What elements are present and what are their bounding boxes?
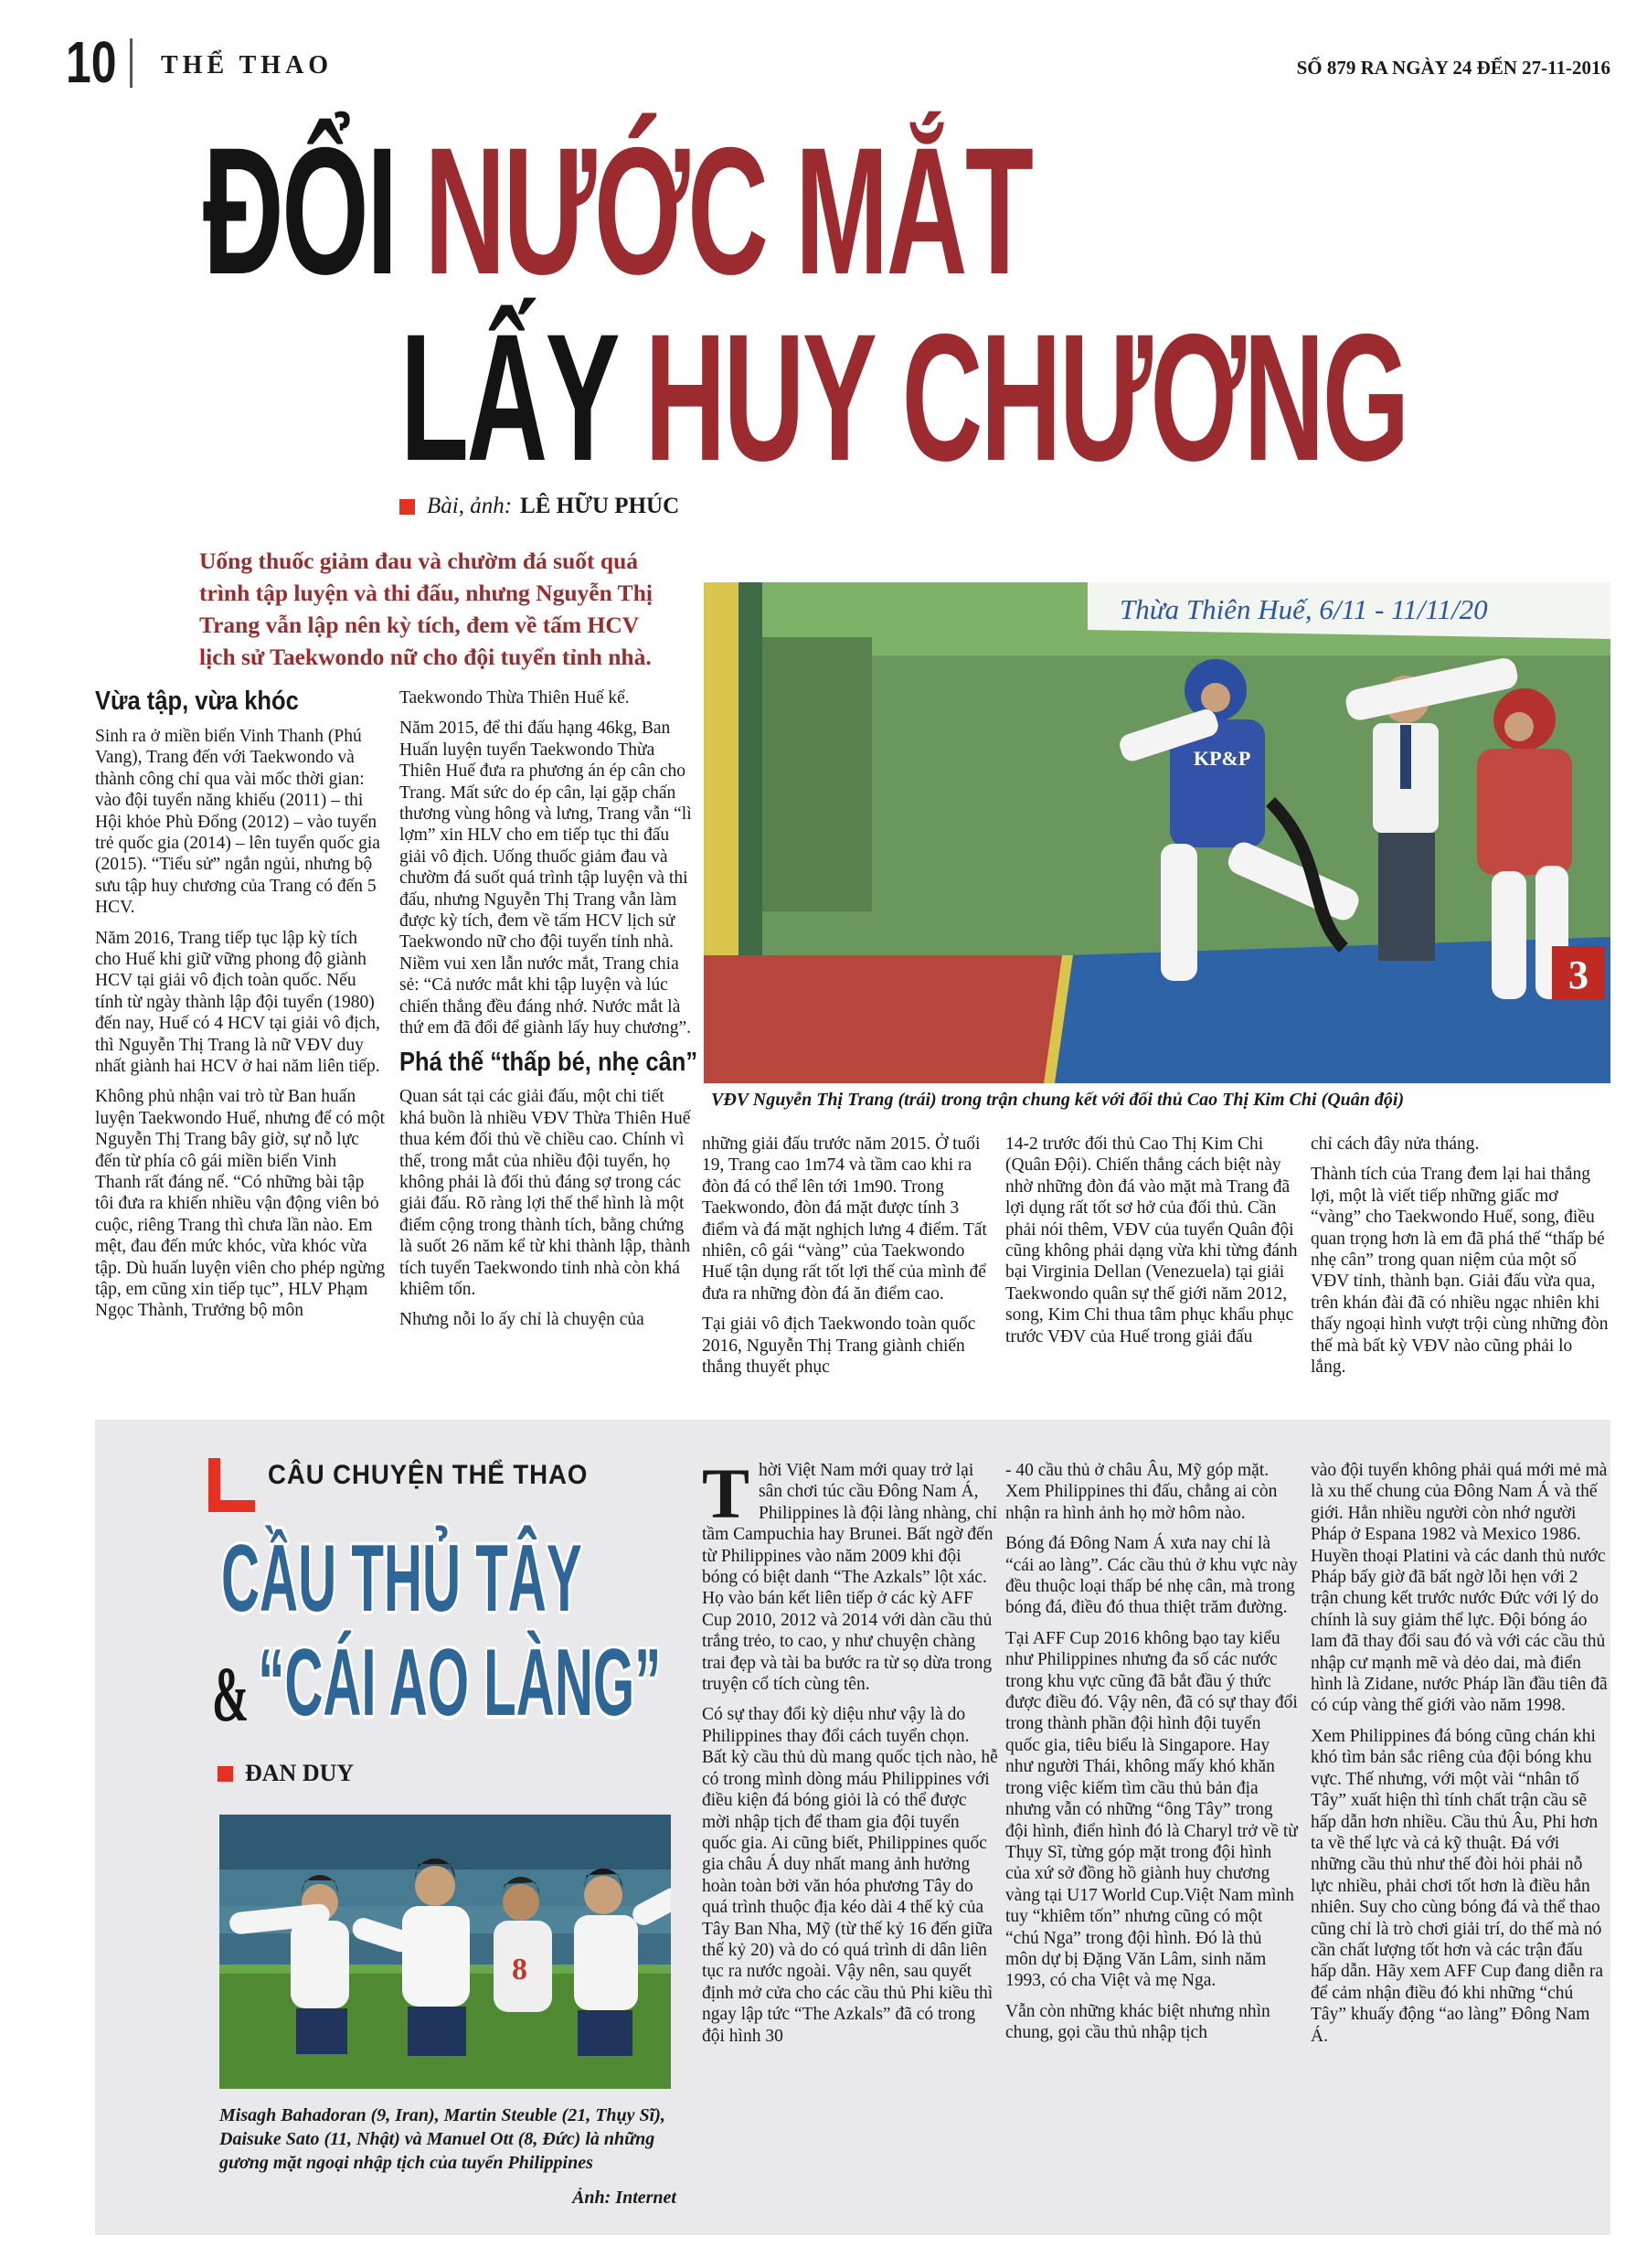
headline-line2-red: HUY CHƯƠNG	[644, 296, 1408, 498]
column-3	[702, 1134, 996, 1387]
paragraph: Có sự thay đổi kỳ diệu như vậy là do Philippines thay đổi cách tuyển chọn. Bất kỳ cầu thủ dù mang quốc tịch nào, hễ có trong mình dòng máu Philippines với điều kiện đá bóng giỏi là có thể được mời nhập tịch để tham gia đội tuyển quốc gia. Ai cũng biết, Philippines quốc gia châu Á duy nhất mang ảnh hưởng hoàn toàn bởi văn hóa phương Tây do quá trình thuộc địa kéo dài 4 thế kỷ của Tây Ban Nha, Mỹ (từ thế kỷ 16 đến giữa thế kỷ 20) và do có quá trình di dân liên tục ra nước ngoài. Vậy nên, sau quyết định mở cửa cho các cầu thủ Phi kiều thì ngay lập tức “The Azkals” đã có trong đội hình 30	[702, 1705, 998, 2046]
mat-number: 3	[1568, 953, 1589, 997]
photo-credit: Ảnh: Internet	[572, 2188, 676, 2208]
headline-line1-black: ĐỔI	[203, 110, 396, 312]
chest-protector-label: KP&P	[1194, 747, 1251, 770]
paragraph: 14-2 trước đối thủ Cao Thị Kim Chi (Quân Đội). Chiến thắng cách biệt này nhờ những đòn đá vào mặt mà Trang đã lợi dụng rất tốt sơ hở của đối thủ. Cần phải nói thêm, VĐV của tuyển Quân đội cũng không phải dạng vừa khi từng đánh bại Virginia Dellan (Venezuela) tại giải Taekwondo quân sự thế giới năm 2012, song, Kim Chi thua tâm phục khẩu phục trước VĐV của Huế trong giải đấu	[1005, 1134, 1298, 1347]
headline-line2-black: LẤY	[400, 296, 616, 498]
taekwondo-photo-illustration	[704, 582, 1610, 1083]
paragraph: - 40 cầu thủ ở châu Âu, Mỹ góp mặt. Xem Philippines thi đấu, chẳng ai còn nhận ra hình ảnh họ mờ hôm nào.	[1005, 1461, 1278, 1523]
story2-column-1	[702, 1453, 998, 2056]
subhead-2: Phá thế “thấp bé, nhẹ cân”	[399, 1047, 698, 1077]
headline-line1	[203, 110, 1032, 312]
jersey-number: 8	[512, 1953, 527, 1986]
ampersand: &	[212, 1650, 250, 1738]
football-photo	[219, 1815, 671, 2089]
paragraph: Tại AFF Cup 2016 không bạo tay kiểu như Philippines nhưng đa số các nước trong khu vực cũng đã bắt đầu ý thức được điều đó. Vậy nên, đã có sự thay đổi trong thành phần đội hình đội tuyển quốc gia, tiêu biểu là Singapore. Hay như người Thái, không mấy khó khăn trong việc kiếm tìm cầu thủ bản địa nhưng vẫn có những “ông Tây” trong đội hình, điển hình đó là Charyl trở về từ Thụy Sĩ, từng góp mặt trong đội hình của xứ sở đồng hồ giành huy chương vàng tại U17 World Cup.Việt Nam mình tuy “khiêm tốn” nhưng cũng có một “chú Nga” trong đội hình. Đó là thủ môn dự bị Đặng Văn Lâm, sinh năm 1993, có cha Việt và mẹ Nga.	[1005, 1628, 1298, 1991]
paragraph: Năm 2016, Trang tiếp tục lập kỳ tích cho Huế khi giữ vững phong độ giành HCV tại giải vô địch toàn quốc. Nếu tính từ ngày thành lập đội tuyển (1980) đến nay, Huế có 4 HCV tại giải vô địch, thì Nguyễn Thị Trang là nữ VĐV duy nhất giành hai HCV ở hai năm liên tiếp.	[95, 928, 380, 1076]
headline-line1-red: NƯỚC MẮT	[424, 110, 1032, 312]
taekwondo-photo-caption: VĐV Nguyễn Thị Trang (trái) trong trận chung kết với đối thủ Cao Thị Kim Chi (Quân đội)	[711, 1090, 1405, 1110]
paragraph: Bóng đá Đông Nam Á xưa nay chỉ là “cái ao làng”. Các cầu thủ ở khu vực này đều thuộc loại thấp bé nhẹ cân, mà trong bóng đá, điều đó thua thiệt trăm đường.	[1005, 1534, 1298, 1618]
paragraph: Sinh ra ở miền biển Vinh Thanh (Phú Vang), Trang đến với Taekwondo và thành công chỉ qua vài mốc thời gian: vào đội tuyển năng khiếu (2011) – thi Hội khỏe Phù Đổng (2012) – vào tuyển trẻ quốc gia (2014) – lên tuyển quốc gia (2015). “Tiểu sử” ngắn ngủi, nhưng bộ sưu tập huy chương của Trang có đến 5 HCV.	[95, 726, 380, 918]
subhead-1: Vừa tập, vừa khóc	[95, 687, 299, 716]
column-4	[1005, 1134, 1298, 1357]
story2-kicker	[208, 1458, 616, 1512]
masthead-divider	[130, 38, 133, 88]
kicker-label: CÂU CHUYỆN THỂ THAO	[268, 1460, 589, 1490]
paragraph: Tại giải vô địch Taekwondo toàn quốc 2016, Nguyễn Thị Trang giành chiến thắng thuyết phục	[702, 1315, 976, 1378]
issue-info: SỐ 879 RA NGÀY 24 ĐẾN 27-11-2016	[1296, 57, 1610, 79]
paragraph: Không phủ nhận vai trò từ Ban huấn luyện Taekwondo Huế, nhưng để có một Nguyễn Thị Trang bây giờ, sự nỗ lực đến từ phía cô gái miền biển Vinh Thanh rất đáng nể. “Có những bài tập tôi đưa ra khiến nhiều vận động viên bỏ cuộc, riêng Trang thì chưa lần nào. Em mệt, đau đến mức khóc, vừa khóc vừa tập. Dù huấn luyện viên cho phép ngừng tập, em cũng xin tiếp tục”, HLV Phạm Ngọc Thành, Trưởng bộ môn	[95, 1087, 386, 1321]
paragraph-text: hời Việt Nam mới quay trở lại sân chơi túc cầu Đông Nam Á, Philippines là đội làng nhàng, chỉ tầm Campuchia hay Brunei. Bất ngờ đến từ Philippines vào năm 2009 khi đội bóng có biệt danh “The Azkals” lột xác. Họ vào bán kết liên tiếp ở các kỳ AFF Cup 2010, 2012 và 2014 với dàn cầu thủ trắng trẻo, to cao, y như chuyện chàng trai đẹp và tài ba bước ra từ sọ dừa trong truyện cổ tích cùng tên.	[702, 1461, 998, 1695]
byline	[399, 494, 679, 519]
paragraph: Vẫn còn những khác biệt nhưng nhìn chung, gọi cầu thủ nhập tịch	[1005, 2001, 1270, 2043]
story2-byline	[218, 1760, 354, 1787]
paragraph: những giải đấu trước năm 2015. Ở tuổi 19, Trang cao 1m74 và tầm cao khi ra đòn đá có thể lên tới 1m90. Trong Taekwondo, đòn đá mặt được tính 3 điểm và đá mặt nghịch lưng 4 điểm. Tất nhiên, cô gái “vàng” của Taekwondo Huế tận dụng rất tốt lợi thế của mình để đưa ra những đòn đá ăn điểm cao.	[702, 1134, 987, 1304]
football-photo-caption: Misagh Bahadoran (9, Iran), Martin Steuble (21, Thụy Sĩ), Daisuke Sato (11, Nhật) và Manuel Ott (8, Đức) là những gương mặt ngoại nhập tịch của tuyển Philippines	[219, 2105, 665, 2173]
football-photo-illustration	[219, 1815, 671, 2089]
paragraph: Xem Philippines đá bóng cũng chán khi khó tìm bản sắc riêng của đội bóng khu vực. Thế nhưng, với một vài “nhân tố Tây” xuất hiện thì tính chất trận cầu sẽ hấp dẫn hơn nhiều. Cầu thủ Âu, Phi hơn ta về thể lực và cả kỹ thuật. Đá với những cầu thủ như thế đòi hỏi phải nỗ lực nhiều, phải chơi tốt hơn là điều hẳn nhiên. Suy cho cùng bóng đá và thể thao cũng chỉ là trò chơi giải trí, do thế mà nó cần chất lượng tốt hơn và các trận đấu hấp dẫn. Hãy xem AFF Cup đang diễn ra để cảm nhận điều đó khi những “chú Tây” khuấy động “ao làng” Đông Nam Á.	[1311, 1726, 1604, 2046]
paragraph: Thành tích của Trang đem lại hai thắng lợi, một là viết tiếp những giấc mơ “vàng” cho Taekwondo Huế, song, điều quan trọng hơn là em đã phá thế “thấp bé nhẹ cân” trong quan niệm của một số VĐV tỉnh, thành bạn. Giải đấu vừa qua, trên khán đài đã có nhiều ngạc nhiên khi thấy ngoại hình vượt trội cùng những đòn thế mà bất kỳ VĐV nào cũng phải lo lắng.	[1311, 1165, 1609, 1378]
paragraph: Năm 2015, để thi đấu hạng 46kg, Ban Huấn luyện tuyển Taekwondo Thừa Thiên Huế đưa ra phương án ép cân cho Trang. Mất sức do ép cân, lại gặp chấn thương vùng hông và lưng, Trang vẫn “lì lợm” xin HLV cho em tiếp tục thi đấu giải vô địch. Uống thuốc giảm đau và chườm đá suốt quá trình tập luyện và thi đấu, nhưng Nguyễn Thị Trang vẫn làm được kỳ tích, đem về tấm HCV lịch sử Taekwondo nữ cho đội tuyển tỉnh nhà. Niềm vui xen lẫn nước mắt, Trang chia sẻ: “Cả nước mắt khi tập luyện và lúc chiến thắng đều đáng nhớ. Nước mắt là thứ em đã đổi để giành lấy huy chương”.	[399, 719, 692, 1038]
story2-headline-line2	[212, 1630, 662, 1738]
story2-column-3	[1311, 1460, 1609, 2056]
story2-section	[95, 1420, 1610, 2235]
byline-bullet-icon	[399, 499, 415, 515]
paragraph	[702, 1453, 998, 1695]
story2-headline-line2-text: “CÁI AO LÀNG”	[258, 1630, 662, 1736]
football-photo-caption-block	[219, 2103, 676, 2209]
story2-column-2	[1005, 1460, 1298, 2053]
byline-prefix: Bài, ảnh:	[427, 494, 513, 518]
column-1	[95, 687, 386, 1331]
paragraph: chỉ cách đây nửa tháng.	[1311, 1134, 1480, 1154]
taekwondo-photo	[704, 582, 1610, 1083]
column-2	[399, 687, 698, 1340]
headline-line2	[400, 296, 1408, 498]
photo-banner-text: Thừa Thiên Huế, 6/11 - 11/11/20	[1120, 593, 1488, 625]
lead-paragraph: Uống thuốc giảm đau và chườm đá suốt quá trình tập luyện và thi đấu, nhưng Nguyễn Thị Trang vẫn lập nên kỳ tích, đem về tấm HCV lịch sử Taekwondo nữ cho đội tuyển tỉnh nhà.	[199, 548, 653, 670]
paragraph: Taekwondo Thừa Thiên Huế kể.	[399, 688, 630, 708]
paragraph: Quan sát tại các giải đấu, một chi tiết khá buồn là nhiều VĐV Thừa Thiên Huế thua kém đối thủ về chiều cao. Chính vì thế, trong mắt của nhiều đội tuyển, họ không phải là đối thủ đáng sợ trong các giải đấu. Rõ ràng lợi thế thể hình là một điểm cộng trong thành tích, bằng chứng là suốt 26 năm kể từ khi thành lập, thành tích tuyển Taekwondo tỉnh nhà còn khá khiêm tốn.	[399, 1087, 691, 1300]
story2-headline-line1: CẦU THỦ TÂY	[221, 1526, 582, 1632]
story2-author: ĐAN DUY	[245, 1760, 355, 1786]
paragraph: Nhưng nỗi lo ấy chỉ là chuyện của	[399, 1310, 644, 1330]
byline-bullet-icon	[218, 1766, 233, 1782]
drop-cap: T	[702, 1453, 750, 1533]
section-title: THỂ THAO	[161, 51, 334, 80]
corner-bracket-icon	[208, 1458, 255, 1512]
column-5	[1311, 1134, 1610, 1387]
byline-author: LÊ HỮU PHÚC	[520, 494, 680, 518]
paragraph: vào đội tuyển không phải quá mới mẻ mà là xu thế chung của Đông Nam Á và thế giới. Hẳn nhiều người còn nhớ người Pháp ở Espana 1982 và Mexico 1986. Huyền thoại Platini và các danh thủ nước Pháp bấy giờ đã bất ngờ lỗi hẹn với 2 trận chung kết trước nước Đức với lý do chính là suy giảm thể lực. Đội bóng áo lam đã thay đổi sau đó và với các cầu thủ nhập cư mạnh mẽ và dẻo dai, mà điển hình là Zidane, nước Pháp lần đầu tiên đã có cúp vàng thế giới vào năm 1998.	[1311, 1461, 1608, 1716]
page-number: 10	[66, 29, 117, 95]
